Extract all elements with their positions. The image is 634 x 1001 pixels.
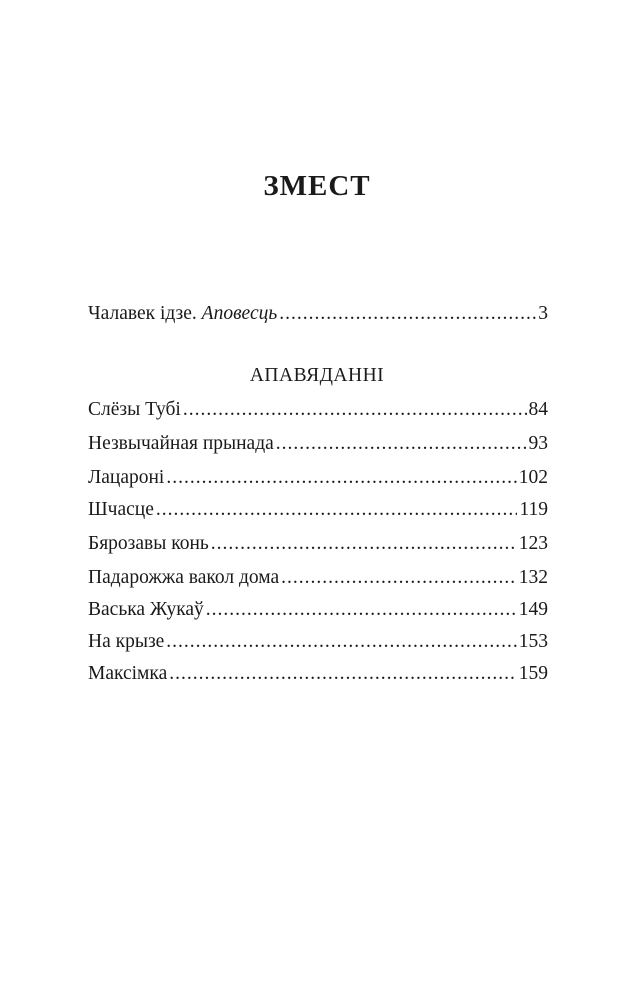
toc-entry-page: 93 <box>528 433 548 454</box>
toc-entry <box>88 498 548 522</box>
toc-entry-title: Васька Жукаў <box>88 599 204 620</box>
toc-entry-page: 159 <box>518 663 548 684</box>
toc-entry-title: Шчасце <box>88 499 154 520</box>
toc-dot-leader <box>211 532 517 556</box>
toc-entry-page: 102 <box>518 467 548 488</box>
contents-heading: ЗМЕСТ <box>263 170 371 202</box>
toc-entry-title: Лацароні <box>88 467 165 488</box>
toc-dot-leader <box>281 566 517 590</box>
toc-dot-leader <box>166 466 516 490</box>
toc-dot-leader <box>279 302 536 326</box>
section-heading-stories: АПАВЯДАННІ <box>249 365 385 386</box>
toc-entry-title <box>88 302 277 326</box>
toc-entry-title: Бярозавы конь <box>88 533 209 554</box>
toc-entry <box>88 466 548 490</box>
toc-entry-page: 153 <box>518 631 548 652</box>
toc-entry <box>88 532 548 556</box>
toc-entry-page: 123 <box>518 533 548 554</box>
toc-entry-genre: Аповесць <box>201 303 278 324</box>
toc-dot-leader <box>166 630 516 654</box>
toc-entry <box>88 432 548 456</box>
toc-dot-leader <box>276 432 527 456</box>
toc-dot-leader <box>169 662 517 686</box>
toc-entry-page: 84 <box>528 399 548 420</box>
toc-entry-title: Максімка <box>88 663 168 684</box>
toc-entry-title-main: Чалавек ідзе. <box>88 303 197 324</box>
toc-entry-title: Незвычайная прынада <box>88 433 274 454</box>
toc-entry <box>88 598 548 622</box>
toc-entry-page: 119 <box>519 499 548 520</box>
toc-entry <box>88 630 548 654</box>
toc-dot-leader <box>206 598 517 622</box>
toc-entry-title: На крызе <box>88 631 165 652</box>
toc-dot-leader <box>183 398 527 422</box>
toc-entry-title: Слёзы Тубі <box>88 399 181 420</box>
toc-entry <box>88 662 548 686</box>
toc-entry-page: 132 <box>518 567 548 588</box>
toc-entry <box>88 566 548 590</box>
toc-entry-page: 3 <box>538 303 548 324</box>
toc-entry-page: 149 <box>518 599 548 620</box>
toc-entry-title: Падарожжа вакол дома <box>88 567 280 588</box>
toc-dot-leader <box>156 498 518 522</box>
toc-entry-novel <box>88 302 548 326</box>
toc-entry <box>88 398 548 422</box>
